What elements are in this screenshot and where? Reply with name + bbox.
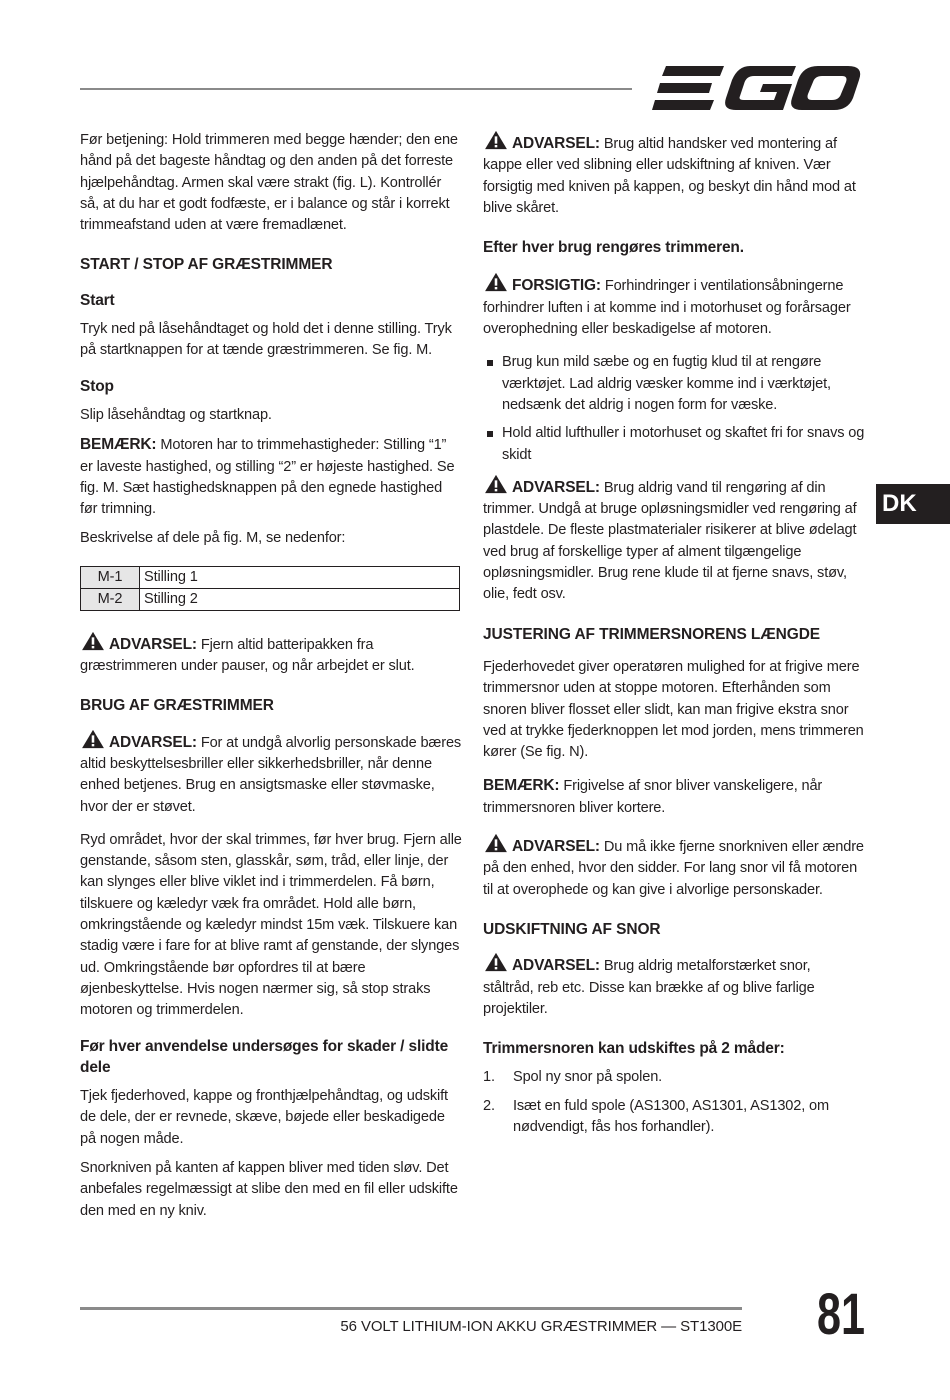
part-description: Stilling 2 [140,588,460,610]
warning-label: ADVARSEL: [512,957,600,975]
step-text: Spol ny snor på spolen. [513,1069,663,1086]
warning-text: Du må ikke fjerne snorkniven eller ændre på den enhed, hvor den sidder. For lang snor vil få motoren til at overophede og kan give i alvorlige personskader. [483,839,864,898]
warning-paragraph [80,729,462,818]
warning-label: ADVARSEL: [512,135,600,152]
stop-paragraph: Slip låsehåndtag og startknap. [80,406,272,423]
left-column [80,130,462,1230]
bullet-icon [487,360,493,366]
parts-intro: Beskrivelse af dele på fig. M, se nedenfor: [80,530,346,547]
right-column [483,130,865,1145]
warning-label: ADVARSEL: [512,478,600,496]
start-heading: Start [80,291,115,309]
warning-icon [80,729,106,749]
list-item-text: Brug kun mild sæbe og en fugtig klud til at rengøre værktøjet. Lad aldrig væsker komme ind i værktøjet, nedsænk det aldrig i nogen form for væske. [502,354,831,413]
step-number: 2. [483,1097,495,1114]
warning-paragraph [483,952,865,1020]
footer-rule [80,1307,742,1310]
part-code: M-2 [81,588,140,610]
step-number: 1. [483,1069,495,1086]
step-text: Isæt en fuld spole (AS1300, AS1301, AS1302, om nødvendigt, fås hos forhandler). [513,1097,830,1135]
steps-list [483,1067,865,1138]
table-row [81,566,460,588]
part-code: M-1 [81,566,140,588]
table-row [81,588,460,610]
list-item-text: Hold altid lufthuller i motorhuset og skaftet fri for snavs og skidt [502,425,865,463]
inspect-heading: Før hver anvendelse undersøges for skader / slidte dele [80,1037,449,1076]
caution-label: FORSIGTIG: [512,277,601,295]
page-number-text: 81 [817,1282,865,1347]
ways-heading: Trimmersnoren kan udskiftes på 2 måder: [483,1040,785,1058]
use-heading: BRUG AF GRÆSTRIMMER [80,697,274,715]
adjust-paragraph: Fjederhovedet giver operatøren mulighed for at frigive mere trimmersnor uden at stoppe motoren. Efterhånden som snoren bliver flosset eller slidt, kan man frigive ekstra snor ved at trykke fjederknoppen let mod jorden, mens trimmeren kører (Se fig. N). [483,658,864,761]
warning-icon [483,833,509,853]
warning-icon [483,272,509,292]
inspect-paragraph: Tjek fjederhoved, kappe og fronthjælpehåndtag, og udskift de dele, der er revnede, skæve, bøjede eller beskadigede på nogen måde. [80,1088,448,1147]
warning-text: For at undgå alvorlig personskade bæres altid beskyttelsesbriller eller sikkerhedsbriller, når denne enhed betjenes. Brug en ansigtsmaske eller støvmaske, hvor der er støvet. [80,734,462,815]
warning-icon [483,130,509,150]
parts-table [80,566,460,611]
cleaning-list [483,352,865,465]
note-paragraph [80,434,462,520]
warning-paragraph [483,130,865,219]
caution-paragraph [483,272,865,340]
header-rule [80,88,632,90]
note-text: Motoren har to trimmehastigheder: Stilling “1” er laveste hastighed, og stilling “2” er højeste hastighed. Se fig. M. Sæt hastighedsknappen på den egnede hastighed før trimning. [80,437,455,518]
replace-heading: UDSKIFTNING AF SNOR [483,920,661,938]
ego-logo [652,62,862,114]
warning-label: ADVARSEL: [512,838,600,856]
warning-text: Brug aldrig vand til rengøring af din trimmer. Undgå at bruge opløsningsmidler ved rengøring af plastdele. De fleste plastmaterialer risikerer at blive ødelagt ved brug af forskellige typer af alment tilgængelige opløsningsmidler. Brug rene klude til at fjerne snavs, støv, olie, fedt osv. [483,479,857,603]
knife-paragraph: Snorkniven på kanten af kappen bliver med tiden sløv. Det anbefales regelmæssigt at slibe den med en fil eller udskifte den med en ny kniv. [80,1159,458,1219]
language-tab: DK [876,484,950,524]
page-number [815,1282,867,1347]
warning-label: ADVARSEL: [109,733,197,751]
adjust-heading: JUSTERING AF TRIMMERSNORENS LÆNGDE [483,625,821,643]
list-item [483,1096,865,1139]
warning-icon [483,952,509,972]
intro-paragraph: Før betjening: Hold trimmeren med begge hænder; den ene hånd på det bageste håndtag og den anden på det forreste hjælpehåndtag. Armen skal være strakt (fig. L). Kontrollér så, at du har et godt fodfæste, er i balance og står i korrekt trimmeafstand uden at være fremadlænet. [80,132,458,234]
clear-area-paragraph: Ryd området, hvor der skal trimmes, før hver brug. Fjern alle genstande, såsom sten, glasskår, søm, tråd, eller linje, der kan slynges eller blive viklet ind i trimmerdelen. Få børn, tilskuere og kæledyr væk fra området. Hold alle børn, omkringstående og kæledyr mindst 15m væk. Tilskuere kan stadig være i fare for at blive ramt af genstande, der slynges ud. Omkringstående bør opfordres til at bære øjenbeskyttelse. Hvis nogen nærmer sig, så stop straks motoren og trimmerdelen. [80,831,462,1019]
warning-text: Fjern altid batteripakken fra græstrimmeren under pauser, og når arbejdet er slut. [80,636,415,675]
footer-title: 56 VOLT LITHIUM-ION AKKU GRÆSTRIMMER — ST1300E [340,1318,742,1335]
cleaning-heading: Efter hver brug rengøres trimmeren. [483,239,744,257]
warning-paragraph [80,631,462,678]
part-description: Stilling 1 [140,566,460,588]
caution-text: Forhindringer i ventilationsåbningerne forhindrer luften i at komme ind i motorhuset og forårsager overophedning eller beskadigelse af motoren. [483,278,851,338]
stop-heading: Stop [80,377,114,395]
warning-icon [483,474,509,494]
warning-text: Brug aldrig metalforstærket snor, ståltråd, reb etc. Disse kan brække af og blive farlige projektiler. [483,958,815,1017]
note-paragraph [483,775,865,819]
list-item [483,352,865,416]
start-stop-heading: START / STOP AF GRÆSTRIMMER [80,256,333,274]
note-label: BEMÆRK: [80,436,157,454]
warning-icon [80,631,106,651]
note-text: Frigivelse af snor bliver vanskeligere, når trimmersnoren bliver kortere. [483,778,823,816]
list-item [483,1067,865,1088]
warning-text: Brug altid handsker ved montering af kappe eller ved slibning eller udskiftning af kniven. Vær forsigtig med kniven på kappen, og beskyt din hånd mod at blive skåret. [483,136,856,216]
warning-paragraph [483,833,865,901]
start-paragraph: Tryk ned på låsehåndtaget og hold det i denne stilling. Tryk på startknappen for at tænde græstrimmeren. Se fig. M. [80,321,452,359]
warning-paragraph [483,474,865,606]
list-item [483,423,865,466]
warning-label: ADVARSEL: [109,635,197,653]
bullet-icon [487,431,493,437]
note-label: BEMÆRK: [483,777,560,795]
